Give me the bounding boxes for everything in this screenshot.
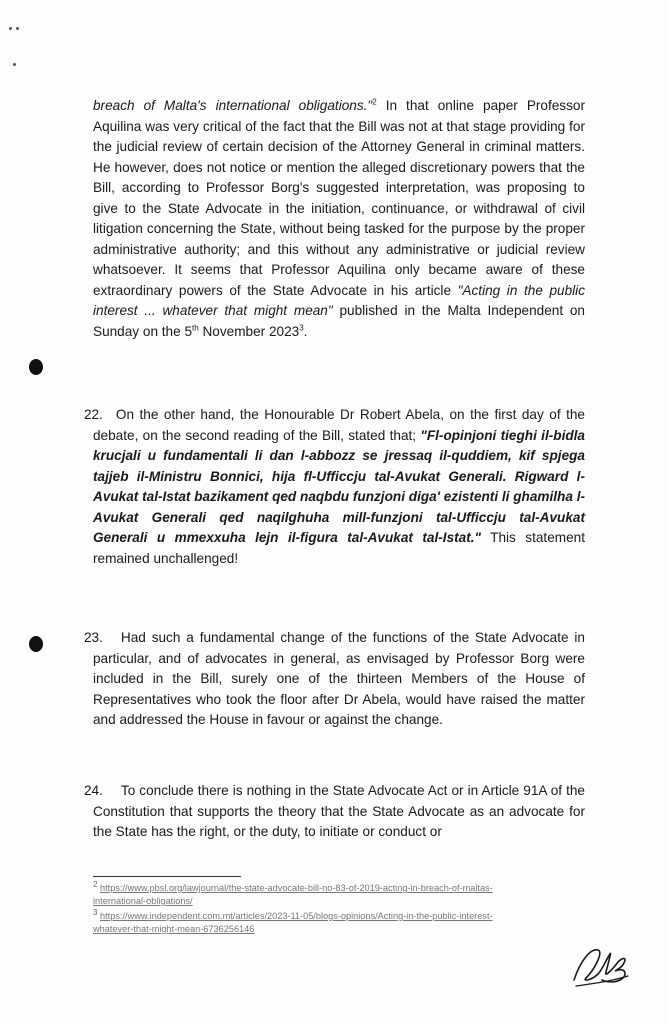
scan-speck: [16, 27, 19, 30]
paragraph-text: On the other hand, the Honourable Dr Robert Abela, on the first day of the debate, on the second reading of the Bill, stated that;: [93, 407, 585, 443]
footnote-2: [93, 879, 563, 908]
paragraph-number: 24.: [84, 783, 103, 798]
paragraph-22: [84, 405, 585, 569]
footnote-marker: 3: [93, 907, 98, 917]
paragraph-text: November 2023: [198, 323, 300, 339]
footnote-marker: 2: [93, 879, 98, 889]
paragraph-text: To conclude there is nothing in the State Advocate Act or in Article 91A of the Constitution that supports the theory that the State Advocate as an advocate for the State has the right, or the duty, to initiate or conduct or: [93, 783, 585, 839]
continuation-paragraph: [93, 96, 585, 342]
paragraph-23: [84, 628, 585, 731]
paragraph-24: [84, 781, 585, 843]
footnote-3: [93, 907, 563, 936]
signature-initials: [568, 940, 634, 992]
lead-italic-text: breach of Malta's international obligations.": [93, 98, 373, 113]
paragraph-text: In that online paper Professor Aquilina was very critical of the fact that the Bill was not at that stage providing for the judicial review of certain decision of the Attorney General in criminal matters. He however, does not notice or mention the alleged discretionary powers that the Bill, according to Professor Borg's suggested interpretation, was proposing to give to the State Advocate in the initiation, continuance, or withdrawal of civil litigation concerning the State, without being tasked for the purpose by the proper administrative authority; and this without any administrative or judicial review whatsoever. It seems that Professor Aquilina only became aware of these extraordinary powers of the State Advocate in his article: [93, 98, 585, 298]
paragraph-text: published in the Malta Independent on Sunday on the 5: [93, 303, 585, 339]
punch-hole: [29, 636, 43, 652]
paragraph-text: .: [303, 323, 308, 339]
scan-speck: [9, 27, 12, 30]
footnote-link[interactable]: https://www.pbsl.org/lawjournal/the-state-advocate-bill-no-83-of-2019-acting-in-breach-of-maltas-: [100, 883, 493, 893]
footnote-link[interactable]: whatever-that-might-mean-6736256146: [93, 924, 255, 934]
paragraph-text: This statement remained unchallenged!: [93, 530, 585, 566]
footnote-link[interactable]: international-obligations/: [93, 896, 193, 906]
scan-speck: [13, 63, 16, 66]
footnote-link[interactable]: https://www.independent.com.mt/articles/2023-11-05/blogs-opinions/Acting-in-the-public-interest-: [100, 911, 493, 921]
article-title: "Acting in the public interest ... whatever that might mean": [93, 282, 585, 318]
footnote-ref: 2: [372, 97, 377, 107]
footnote-ref: 3: [299, 322, 304, 332]
paragraph-text: Had such a fundamental change of the functions of the State Advocate in particular, and of advocates in general, as envisaged by Professor Borg were included in the Bill, surely one of the thirteen Members of the House of Representatives who took the floor after Dr Abela, would have raised the matter and addressed the House in favour or against the change.: [93, 630, 585, 727]
paragraph-number: 23.: [84, 630, 103, 645]
paragraph-number: 22.: [84, 407, 103, 422]
maltese-quote: "Fl-opinjoni tieghi il-bidla krucjali u fundamentali li dan l-abbozz se jressaq il-quddiem, kif spjega tajjeb il-Ministru Bonnici, hija fl-Ufficcju tal-Avukat Generali. Rigward l-Avukat tal-Istat bazikament qed naqbdu funzjoni diga' ezistenti li ghamilha l-Avukat Generali qed naqilghuha mill-funzjoni tal-Ufficcju tal-Avukat Generali u mmexxuha lejn il-figura tal-Avukat tal-Istat.": [93, 427, 585, 545]
footnote-separator: [93, 876, 241, 877]
punch-hole: [29, 359, 43, 375]
ordinal-suffix: th: [192, 322, 199, 332]
